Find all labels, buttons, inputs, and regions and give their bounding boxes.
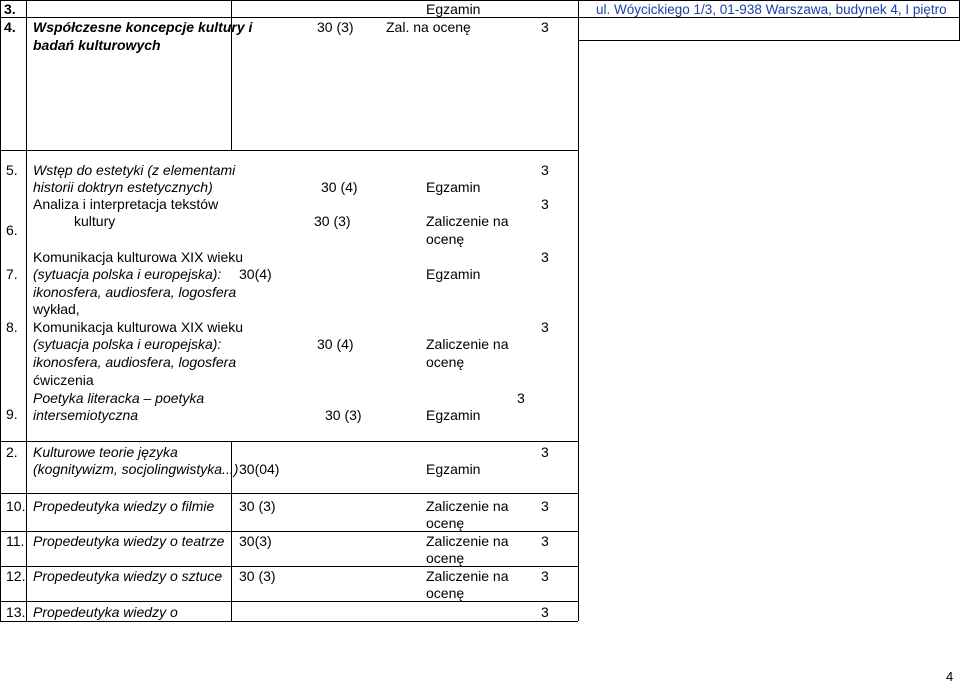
row-4-title-line1: Współczesne koncepcje kultury i (33, 19, 253, 35)
row-5-form: Egzamin (426, 179, 481, 195)
row-8-form-line1: Zaliczenie na (426, 336, 509, 352)
rule-r10-bottom (0, 531, 578, 532)
rule-r13-bottom (0, 621, 578, 622)
row-11-ects: 3 (541, 533, 549, 549)
row-2-num: 2. (6, 444, 18, 460)
row-8-title-line2: (sytuacja polska i europejska): (33, 336, 222, 352)
row-6-ects: 3 (541, 196, 549, 212)
rule-r9-bottom (0, 441, 578, 442)
row-6-form-line2: ocenę (426, 231, 465, 247)
row-2-hours: 30(04) (239, 461, 280, 477)
row-9-hours: 30 (3) (325, 407, 362, 423)
row-12-form-line2: ocenę (426, 585, 465, 601)
row-5-ects: 3 (541, 162, 549, 178)
row-5-num: 5. (6, 162, 18, 178)
rule-r12-bottom (0, 601, 578, 602)
row-8-title-line4: ćwiczenia (33, 372, 94, 388)
row-4-title-line2: badań kulturowych (33, 37, 161, 53)
row-7-title-line2: (sytuacja polska i europejska): (33, 266, 222, 282)
row-12-hours: 30 (3) (239, 568, 276, 584)
row-6-hours: 30 (3) (314, 213, 351, 229)
row-10-form-line1: Zaliczenie na (426, 498, 509, 514)
row-12-title: Propedeutyka wiedzy o sztuce (33, 568, 223, 584)
row-5-hours: 30 (4) (321, 179, 358, 195)
row-11-num: 11. (6, 533, 25, 549)
row-13-num: 13. (6, 604, 26, 620)
row-5-title-line2: historii doktryn estetycznych) (33, 179, 213, 195)
row-6-title-line2: kultury (74, 213, 116, 229)
row-7-title-line1: Komunikacja kulturowa XIX wieku (33, 249, 244, 265)
rule-num-col (26, 0, 27, 621)
row-6-num: 6. (6, 222, 18, 238)
row-8-num: 8. (6, 319, 18, 335)
row-5-title-line1: Wstęp do estetyki (z elementami (33, 162, 236, 178)
row-7-num: 7. (6, 266, 18, 282)
row-12-ects: 3 (541, 568, 549, 584)
row-12-num: 12. (6, 568, 26, 584)
row-4-ects: 3 (541, 19, 549, 35)
row-8-hours: 30 (4) (317, 336, 354, 352)
row-8-title-line1: Komunikacja kulturowa XIX wieku (33, 319, 244, 335)
row-9-num: 9. (6, 406, 18, 422)
row-11-title: Propedeutyka wiedzy o teatrze (33, 533, 225, 549)
row-6-form-line1: Zaliczenie na (426, 213, 509, 229)
row-11-form-line1: Zaliczenie na (426, 533, 509, 549)
row-7-ects: 3 (541, 249, 549, 265)
row-7-title-line3: ikonosfera, audiosfera, logosfera (33, 284, 237, 300)
row-8-ects: 3 (541, 319, 549, 335)
address: ul. Wóycickiego 1/3, 01-938 Warszawa, budynek 4, I piętro (596, 2, 947, 17)
row-12-form-line1: Zaliczenie na (426, 568, 509, 584)
row-10-form-line2: ocenę (426, 515, 465, 531)
row-7-hours: 30(4) (239, 266, 272, 282)
row-6-title-line1: Analiza i interpretacja tekstów (33, 196, 219, 212)
row-2-title-line2: (kognitywizm, socjolingwistyka...) (33, 461, 239, 477)
rule-r11-bottom (0, 566, 578, 567)
row-4-hours: 30 (3) (317, 19, 354, 35)
row-8-title-line3: ikonosfera, audiosfera, logosfera (33, 354, 237, 370)
row-3-num: 3. (4, 1, 16, 17)
row-9-title-line2: intersemiotyczna (33, 407, 139, 423)
row-9-form: Egzamin (426, 407, 481, 423)
row-2-ects: 3 (541, 444, 549, 460)
row-10-ects: 3 (541, 498, 549, 514)
row-2-title-line1: Kulturowe teorie języka (33, 444, 178, 460)
row-3-form: Egzamin (426, 1, 481, 17)
row-4-num: 4. (4, 19, 16, 35)
row-9-title-line1: Poetyka literacka – poetyka (33, 390, 205, 406)
row-10-title: Propedeutyka wiedzy o filmie (33, 498, 215, 514)
row-13-ects: 3 (541, 604, 549, 620)
rule-r4-bottom (0, 150, 578, 151)
row-9-ects: 3 (517, 390, 525, 406)
rule-r2-bottom (0, 493, 578, 494)
row-10-num: 10. (6, 498, 26, 514)
row-11-form-line2: ocenę (426, 550, 465, 566)
rule-r4-right-bottom (578, 40, 960, 41)
page-number: 4 (946, 669, 954, 684)
row-2-form: Egzamin (426, 461, 481, 477)
row-7-title-line4: wykład, (33, 301, 80, 317)
rule-left (0, 0, 1, 621)
row-8-form-line2: ocenę (426, 354, 465, 370)
row-11-hours: 30(3) (239, 533, 272, 549)
row-4-form: Zal. na ocenę (386, 19, 471, 35)
row-13-title: Propedeutyka wiedzy o (33, 604, 178, 620)
rule-right-block (578, 0, 579, 621)
row-7-form: Egzamin (426, 266, 481, 282)
row-10-hours: 30 (3) (239, 498, 276, 514)
